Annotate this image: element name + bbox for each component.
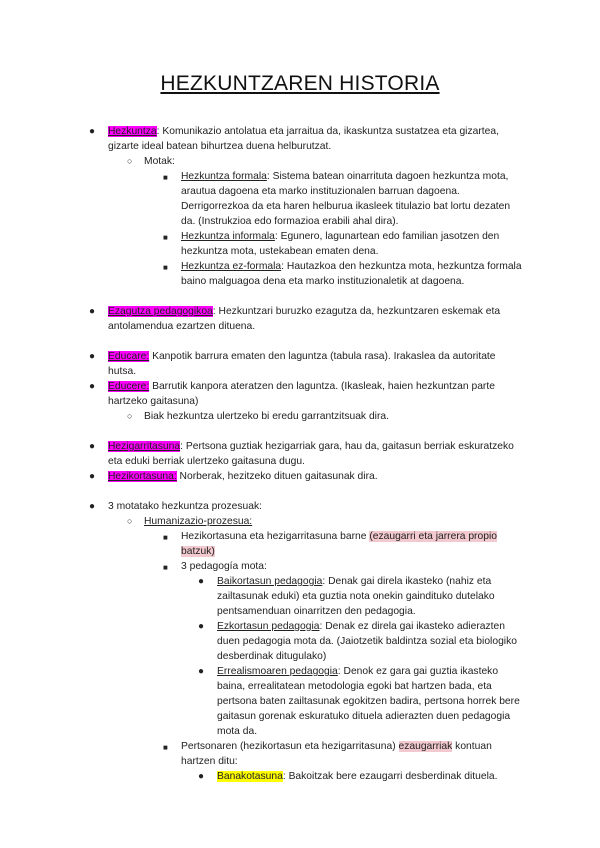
item-text: 3 pedagogía mota: bbox=[181, 561, 267, 572]
list-item-barne bbox=[163, 529, 526, 559]
bullet-icon: ● bbox=[198, 771, 205, 782]
definition-text: : Sistema batean oinarrituta dagoen hezkuntza mota, arautua dagoena eta marko instituzionalen barruan dagoena. Derrigorrezkoa da eta haren helburua ikasleek titulazio bat lortu dezaten da. (Instrukzioa edo formazioa erabili ahal dira). bbox=[181, 171, 511, 227]
bullet-icon: ■ bbox=[163, 173, 168, 182]
term-hezkuntza: Hezkuntza bbox=[108, 126, 157, 137]
term-ezagutza: Ezagutza pedagogikoa bbox=[108, 306, 213, 317]
bullet-icon: ● bbox=[89, 441, 96, 452]
bullet-icon: ● bbox=[89, 126, 96, 137]
bullet-icon: ● bbox=[89, 501, 96, 512]
definition-text: : Egunero, lagunartean edo familian jasotzen den hezkuntza mota, ustekabean ematen dena. bbox=[181, 231, 500, 257]
definition-text: : Hautazkoa den hezkuntza mota, hezkuntza formala baino malguagoa dena eta marko instituzionaletik at dagoena. bbox=[181, 261, 522, 287]
bullet-icon: ■ bbox=[163, 263, 168, 272]
page-title: HEZKUNTZAREN HISTORIA bbox=[160, 72, 440, 95]
definition-text: : Pertsona guztiak hezigarriak gara, hau da, gaitasun berriak eskuratzeko eta eduki berriak ulertzeko gaitasuna dugu. bbox=[108, 441, 514, 467]
bullet-icon: ● bbox=[89, 471, 96, 482]
bullet-icon: ■ bbox=[163, 563, 168, 572]
definition-text: : Hezkuntzari buruzko ezagutza da, hezkuntzaren eskemak eta antolamendua ezartzen dituena. bbox=[108, 306, 501, 332]
list-item-motak bbox=[127, 154, 524, 169]
list-item-ez-formala bbox=[163, 259, 526, 289]
list-item-errealismo bbox=[198, 664, 522, 739]
highlight-text: ezaugarriak bbox=[398, 741, 453, 752]
definition-text: : Denak gai direla ikasteko (nahiz eta zailtasunak eduki) eta guztia nota onekin gaindituko dutelako pentsamenduan oinarritzen den pedagogia. bbox=[217, 576, 495, 617]
bullet-icon: ● bbox=[198, 621, 205, 632]
term-educere: Educere: bbox=[108, 381, 150, 392]
definition-text: Norberak, hezitzeko dituen gaitasunak dira. bbox=[176, 471, 378, 482]
list-item-biak bbox=[127, 409, 524, 424]
bullet-icon: ● bbox=[89, 351, 96, 362]
list-item-educare bbox=[89, 349, 526, 379]
definition-text: : Denok ez gara gai guztia ikasteko baina, errealitatean metodologia egoki bat hartzen bada, eta pertsona baten zailtasunak egokitzen badira, pertsona horrek bere gaitasun gorenak eskuratuko dituela adierazten duen pedagogia mota da. bbox=[217, 666, 520, 737]
term-hezikortasuna: Hezikortasuna: bbox=[108, 471, 177, 482]
bullet-icon: ● bbox=[198, 666, 205, 677]
list-item-ezagutza bbox=[89, 304, 526, 334]
bullet-icon: ○ bbox=[127, 516, 133, 526]
term-humanizazio: Humanizazio-prozesua: bbox=[144, 516, 253, 527]
term-ez-formala: Hezkuntza ez-formala bbox=[181, 261, 282, 272]
list-item-hezikortasuna bbox=[89, 469, 526, 484]
term-errealismo: Errealismoaren pedagogia bbox=[217, 666, 338, 677]
definition-text: : Komunikazio antolatua eta jarraitua da, ikaskuntza sustatzea eta gizartea, gizarte ideal batean bihurtzea duena helburutzat. bbox=[108, 126, 499, 152]
list-item-informala bbox=[163, 229, 526, 259]
list-item-hezkuntza bbox=[89, 124, 526, 154]
definition-text: : Bakoitzak bere ezaugarri desberdinak dituela. bbox=[282, 771, 498, 782]
bullet-icon: ■ bbox=[163, 533, 168, 542]
term-hezigarritasuna: Hezigarritasuna bbox=[108, 441, 181, 452]
list-item-humanizazio bbox=[127, 514, 524, 529]
bullet-icon: ○ bbox=[127, 156, 133, 166]
item-text: Hezikortasuna eta hezigarritasuna barne bbox=[181, 531, 370, 542]
list-item-hezigarritasuna bbox=[89, 439, 526, 469]
definition-text: Barrutik kanpora ateratzen den laguntza. (Ikasleak, haien hezkuntzan parte hartzeko gaitasuna) bbox=[108, 381, 495, 407]
list-item-formala bbox=[163, 169, 526, 229]
definition-text: : Denak ez direla gai ikasteko adierazten duen pedagogia mota da. (Jaiotzetik baldintza sozial eta biologiko desberdinak ditugulako) bbox=[217, 621, 517, 662]
item-text: 3 motatako hezkuntza prozesuak: bbox=[108, 501, 262, 512]
term-formala: Hezkuntza formala bbox=[181, 171, 267, 182]
item-text: kontuan hartzen ditu: bbox=[181, 741, 492, 767]
list-item-baikortasun bbox=[198, 574, 522, 619]
term-ezkortasun: Ezkortasun pedagogia bbox=[217, 621, 320, 632]
bullet-icon: ● bbox=[198, 576, 205, 587]
definition-text: Kanpotik barrura ematen den laguntza (tabula rasa). Irakaslea da autoritate hutsa. bbox=[108, 351, 496, 377]
bullet-icon: ■ bbox=[163, 233, 168, 242]
bullet-icon: ● bbox=[89, 306, 96, 317]
bullet-icon: ■ bbox=[163, 743, 168, 752]
list-item-prozesuak bbox=[89, 499, 526, 514]
list-item-educere bbox=[89, 379, 526, 409]
list-item-pedagogia-mota bbox=[163, 559, 526, 574]
list-item-ezkortasun bbox=[198, 619, 522, 664]
list-item-banakotasuna bbox=[198, 769, 522, 784]
term-banakotasuna: Banakotasuna bbox=[217, 771, 283, 782]
list-item-pertsonaren bbox=[163, 739, 526, 769]
item-text: Motak: bbox=[144, 156, 175, 167]
item-text: Pertsonaren (hezikortasun eta hezigarritasuna) bbox=[181, 741, 399, 752]
term-baikortasun: Baikortasun pedagogia bbox=[217, 576, 323, 587]
bullet-icon: ● bbox=[89, 381, 96, 392]
document-body bbox=[0, 124, 600, 784]
highlight-text: (ezaugarri eta jarrera propio batzuk) bbox=[181, 531, 497, 557]
bullet-icon: ○ bbox=[127, 411, 133, 421]
term-educare: Educare: bbox=[108, 351, 150, 362]
term-informala: Hezkuntza informala bbox=[181, 231, 275, 242]
item-text: Biak hezkuntza ulertzeko bi eredu garrantzitsuak dira. bbox=[144, 411, 389, 422]
